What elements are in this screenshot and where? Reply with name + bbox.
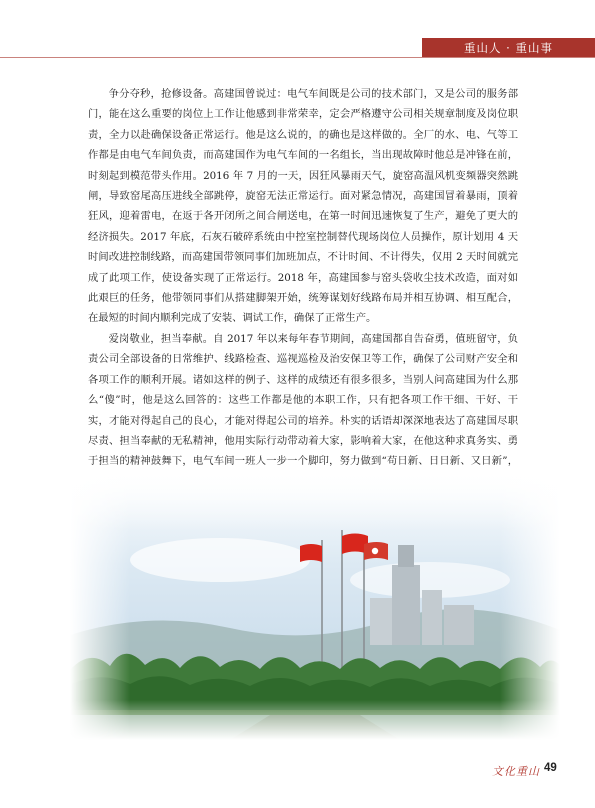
factory-photo xyxy=(70,470,560,740)
header-divider xyxy=(0,57,595,58)
publication-logo: 文化重山 xyxy=(492,765,540,778)
article-body xyxy=(88,84,518,492)
factory-scene-illustration xyxy=(70,470,560,740)
article-paragraph: 争分夺秒，抢修设备。高建国曾说过：电气车间既是公司的技术部门，又是公司的服务部门，能在这么重要的岗位上工作让他感到非常荣幸，定会严格遵守公司相关规章制度及岗位职责，全力以赴确保设备正常运行。他是这么说的，的确也是这样做的。全厂的水、电、气等工作都是由电气车间负责，而高建国作为电气车间的一名组长，当出现故障时他总是冲锋在前，时刻起到模范带头作用。2016 年 7 月的一天，因狂风暴雨天气，旋窑高温风机变频器突然跳闸，导致窑尾高压进线全部跳停，旋窑无法正常运行。面对紧急情况，高建国冒着暴雨，顶着狂风，迎着雷电，在返于各开闭所之间合闸送电，在第一时间迅速恢复了生产，避免了更大的经济损失。2017 年底，石灰石破碎系统由中控室控制替代现场岗位人员操作，原计划用 4 天时间改进控制线路，而高建国带领同事们加班加点，不计时间、不计得失，仅用 2 天时间就完成了此项工作，使设备实现了正常运行。2018 年，高建国参与窑头袋收尘技术改造，面对如此艰巨的任务，他带领同事们从搭建脚架开始，统筹谋划好线路布局并相互协调、相互配合，在最短的时间内顺利完成了安装、调试工作，确保了正常生产。 xyxy=(88,88,518,325)
section-title: 重山人 · 重山事 xyxy=(422,38,595,58)
article-paragraph: 爱岗敬业，担当奉献。自 2017 年以来每年春节期间，高建国都自告奋勇，值班留守，负责公司全部设备的日常维护、线路检查、巡视巡检及治安保卫等工作，确保了公司财产安全和各项工作的顺利开展。诸如这样的例子、这样的成绩还有很多很多，当别人问高建国为什么那么“傻”时，他是这么回答的：这些工作都是他的本职工作，只有把各项工作干细、干好、干实，才能对得起自己的良心，才能对得起公司的培养。朴实的话语却深深地表达了高建国尽职尽责、担当奉献的无私精神，他用实际行动带动着大家，影响着大家，在他这种求真务实、勇于担当的精神鼓舞下，电气车间一班人一步一个脚印，努力做到“苟日新、日日新、又日新”， xyxy=(88,332,518,468)
page-number: 49 xyxy=(544,762,557,774)
